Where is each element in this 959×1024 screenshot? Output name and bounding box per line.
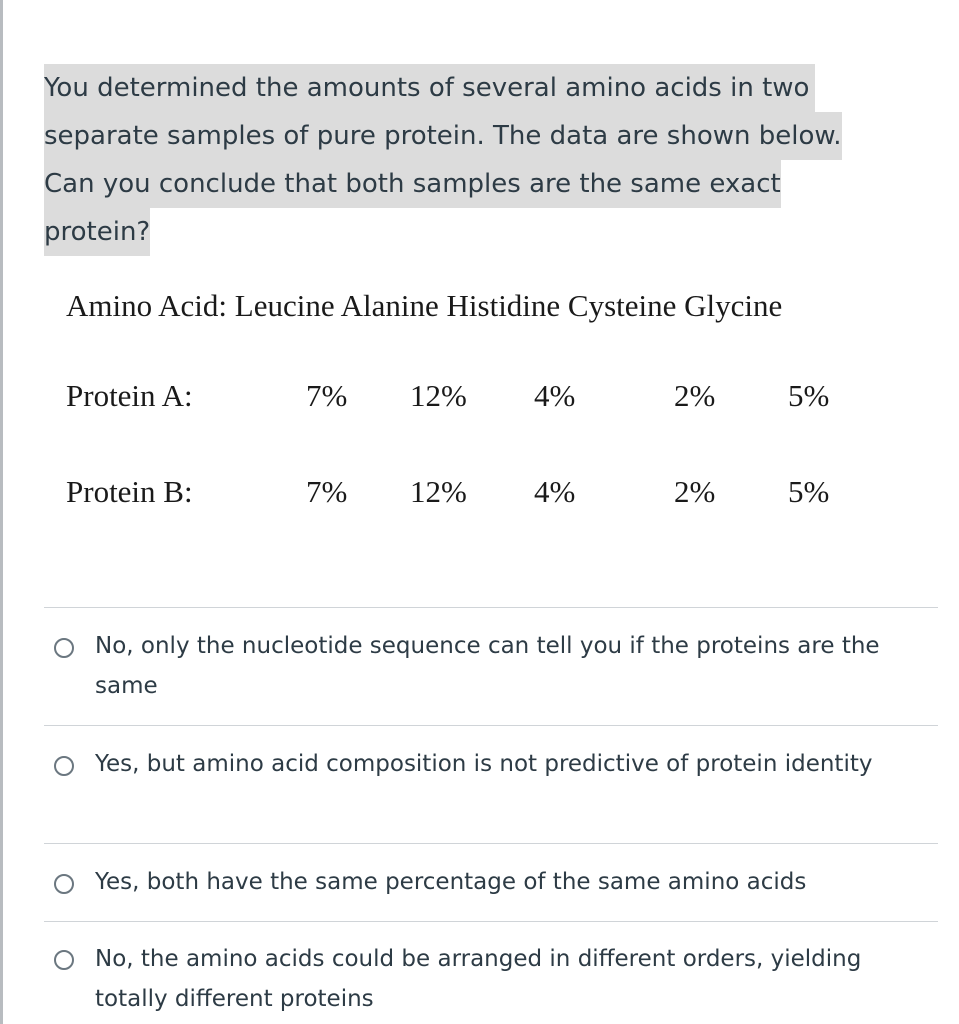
table-cell: 12% (410, 474, 467, 509)
answer-label[interactable]: No, only the nucleotide sequence can tell you if the proteins are the same (95, 633, 880, 699)
question-line: You determined the amounts of several amino acids in two (44, 64, 815, 112)
table-row (66, 372, 926, 420)
answer-option[interactable] (44, 608, 938, 726)
table-cell: 5% (788, 474, 830, 509)
question-line: separate samples of pure protein. The data are shown below. (44, 112, 842, 160)
table-header: Amino Acid: Leucine Alanine Histidine Cysteine Glycine (66, 288, 783, 323)
answer-label[interactable]: Yes, but amino acid composition is not predictive of protein identity (95, 751, 873, 777)
answer-option[interactable] (44, 922, 938, 1024)
question-text (44, 64, 924, 256)
table-cell: 2% (674, 378, 716, 413)
table-cell: 5% (788, 378, 830, 413)
left-border (0, 0, 3, 1024)
radio-button[interactable] (54, 638, 74, 658)
radio-button[interactable] (54, 756, 74, 776)
answer-option[interactable] (44, 844, 938, 921)
answer-label[interactable]: No, the amino acids could be arranged in different orders, yielding totally different proteins (95, 946, 862, 1012)
row-label: Protein A: (66, 378, 193, 413)
question-line: Can you conclude that both samples are the same exact (44, 160, 781, 208)
radio-button[interactable] (54, 950, 74, 970)
table-cell: 12% (410, 378, 467, 413)
answer-label[interactable]: Yes, both have the same percentage of the same amino acids (95, 869, 807, 895)
radio-button[interactable] (54, 874, 74, 894)
table-cell: 4% (534, 378, 576, 413)
answer-option[interactable] (44, 726, 938, 844)
table-cell: 2% (674, 474, 716, 509)
table-row (66, 468, 926, 516)
table-cell: 7% (306, 474, 348, 509)
table-cell: 7% (306, 378, 348, 413)
question-line: protein? (44, 208, 150, 256)
table-cell: 4% (534, 474, 576, 509)
row-label: Protein B: (66, 474, 193, 509)
